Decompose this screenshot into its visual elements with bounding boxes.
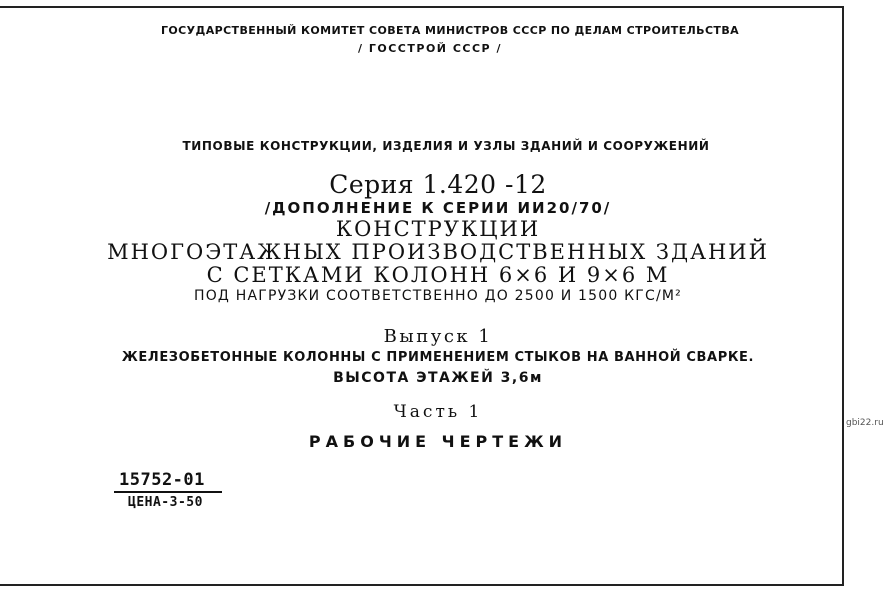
stamp-divider bbox=[114, 491, 222, 493]
document-title-line-2: МНОГОЭТАЖНЫХ ПРОИЗВОДСТВЕННЫХ ЗДАНИЙ bbox=[107, 240, 769, 264]
document-title-line-3: С СЕТКАМИ КОЛОНН 6×6 И 9×6 М bbox=[206, 263, 670, 287]
series-number: Серия 1.420 -12 bbox=[329, 170, 547, 199]
series-supplement: /ДОПОЛНЕНИЕ К СЕРИИ ИИ20/70/ bbox=[264, 199, 612, 217]
document-category: ТИПОВЫЕ КОНСТРУКЦИИ, ИЗДЕЛИЯ И УЗЛЫ ЗДАНИЙ И СООРУЖЕНИЙ bbox=[182, 139, 710, 153]
frame-top-border bbox=[0, 6, 844, 8]
part-label: Часть 1 bbox=[393, 402, 483, 422]
issue-description-line-1: ЖЕЛЕЗОБЕТОННЫЕ КОЛОННЫ С ПРИМЕНЕНИЕМ СТЫКОВ НА ВАННОЙ СВАРКЕ. bbox=[121, 350, 755, 365]
frame-bottom-border bbox=[0, 584, 844, 586]
organization-short-name: / ГОССТРОЙ СССР / bbox=[358, 42, 502, 55]
document-title-line-4: ПОД НАГРУЗКИ СООТВЕТСТВЕННО ДО 2500 И 1500 КГС/М² bbox=[193, 288, 682, 304]
working-drawings-label: РАБОЧИЕ ЧЕРТЕЖИ bbox=[308, 432, 568, 451]
organization-name: ГОСУДАРСТВЕННЫЙ КОМИТЕТ СОВЕТА МИНИСТРОВ СССР ПО ДЕЛАМ СТРОИТЕЛЬСТВА bbox=[160, 24, 740, 37]
document-title-line-1: КОНСТРУКЦИИ bbox=[335, 217, 541, 241]
issue-description-line-2: ВЫСОТА ЭТАЖЕЙ 3,6м bbox=[333, 370, 543, 386]
stamp-number: 15752-01 bbox=[119, 470, 205, 490]
watermark-text: gbi22.ru bbox=[846, 418, 884, 428]
issue-label: Выпуск 1 bbox=[383, 326, 493, 347]
stamp-price: ЦЕНА-3-50 bbox=[128, 495, 203, 510]
